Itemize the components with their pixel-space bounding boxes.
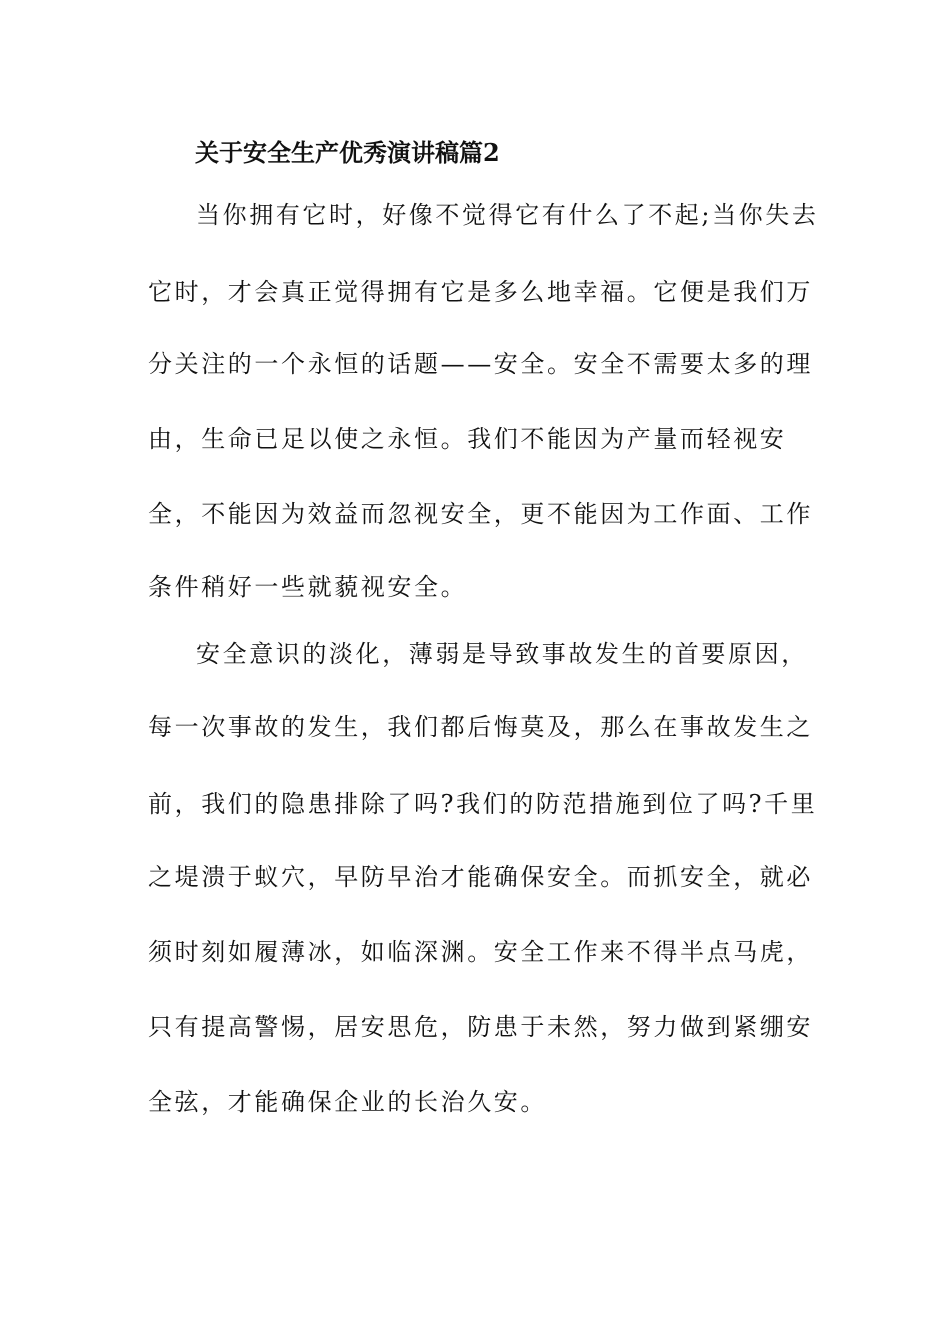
paragraph-line: 当你拥有它时，好像不觉得它有什么了不起;当你失去 (196, 201, 819, 229)
paragraph-line: 须时刻如履薄冰，如临深渊。安全工作来不得半点马虎， (148, 938, 813, 966)
paragraph-line: 之堤溃于蚁穴，早防早治才能确保安全。而抓安全，就必 (148, 863, 813, 891)
paragraph-line: 每一次事故的发生，我们都后悔莫及，那么在事故发生之 (148, 713, 813, 741)
paragraph-line: 安全意识的淡化，薄弱是导致事故发生的首要原因， (196, 640, 808, 668)
paragraph-line: 前，我们的隐患排除了吗?我们的防范措施到位了吗?千里 (148, 790, 818, 818)
paragraph-line: 条件稍好一些就藐视安全。 (148, 573, 468, 601)
paragraph-line: 只有提高警惕，居安思危，防患于未然，努力做到紧绷安 (148, 1013, 813, 1041)
document-title: 关于安全生产优秀演讲稿篇2 (195, 138, 500, 167)
paragraph-line: 它时，才会真正觉得拥有它是多么地幸福。它便是我们万 (148, 278, 813, 306)
paragraph-line: 由，生命已足以使之永恒。我们不能因为产量而轻视安 (148, 425, 787, 453)
paragraph-line: 分关注的一个永恒的话题——安全。安全不需要太多的理 (148, 350, 813, 378)
paragraph-line: 全，不能因为效益而忽视安全，更不能因为工作面、工作 (148, 500, 813, 528)
paragraph-line: 全弦，才能确保企业的长治久安。 (148, 1088, 547, 1116)
